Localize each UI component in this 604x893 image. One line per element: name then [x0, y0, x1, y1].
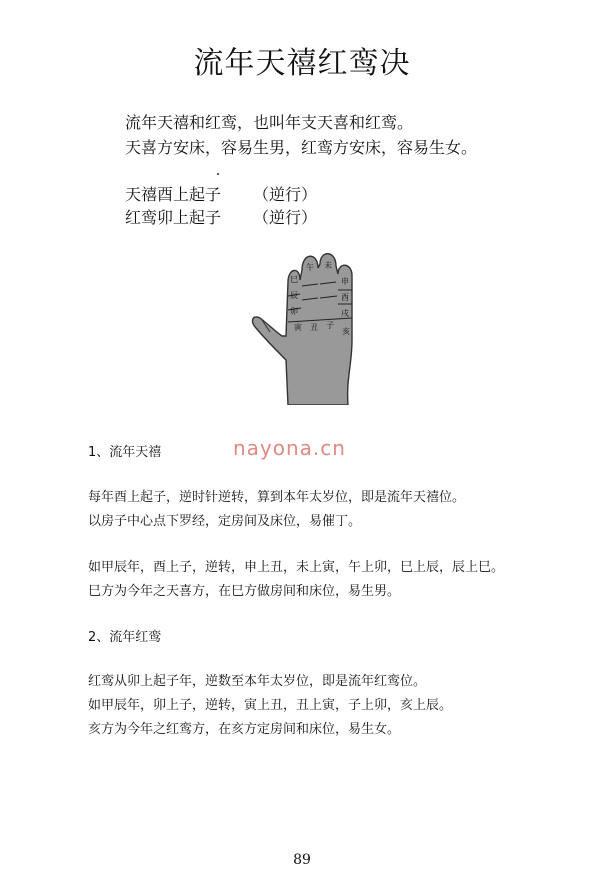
palm-diagram	[248, 240, 368, 405]
intro-line-1: 流年天禧和红鸾，也叫年支天喜和红鸾。	[125, 113, 414, 132]
body-line: 如甲辰年，卯上子，逆转，寅上丑，丑上寅，子上卯，亥上辰。	[88, 698, 453, 713]
page-title: 流年天禧红鸾决	[193, 46, 411, 81]
hand-label-wei: 未	[324, 261, 332, 270]
hand-silhouette	[253, 254, 352, 405]
rule-hongluan	[125, 205, 317, 228]
hand-label-wu: 午	[306, 263, 314, 272]
hand-label-chou: 丑	[310, 323, 318, 332]
rule-tianxi	[125, 182, 317, 205]
body-line: 巳方为今年之天喜方，在巳方做房间和床位，易生男。	[88, 584, 401, 599]
hand-label-you: 酉	[341, 293, 349, 302]
hand-label-hai: 亥	[342, 327, 350, 336]
body-line: 每年酉上起子，逆时针逆转，算到本年太岁位，即是流年天禧位。	[88, 490, 466, 505]
body-line: 如甲辰年，酉上子，逆转，申上丑，未上寅，午上卯，巳上辰，辰上巳。	[88, 560, 505, 575]
body-line: 亥方为今年之红鸾方，在亥方定房间和床位，易生女。	[88, 722, 401, 737]
hand-label-shen: 申	[341, 277, 349, 286]
watermark-text: nayona.cn	[233, 436, 346, 460]
hand-label-zi: 子	[326, 321, 334, 330]
rule-hongluan-text: 红鸾卯上起子	[125, 208, 222, 227]
section-heading-tianxi: 1、流年天禧	[88, 445, 162, 460]
hand-label-chen: 辰	[290, 291, 298, 300]
body-line: 以房子中心点下罗经，定房间及床位，易催丁。	[88, 514, 362, 529]
hand-label-mao: 卯	[290, 307, 298, 316]
speck-mark	[217, 173, 219, 175]
hand-label-yin: 寅	[294, 323, 302, 332]
hand-label-si: 巳	[290, 275, 298, 284]
rule-tianxi-direction: （逆行）	[253, 185, 318, 204]
rule-hongluan-direction: （逆行）	[253, 208, 318, 227]
rule-tianxi-text: 天禧酉上起子	[125, 185, 222, 204]
hand-label-xu: 戌	[341, 309, 349, 318]
intro-line-2: 天喜方安床，容易生男，红鸾方安床，容易生女。	[125, 138, 478, 157]
section-heading-hongluan: 2、流年红鸾	[88, 630, 162, 645]
page-number: 89	[293, 852, 311, 868]
body-line: 红鸾从卯上起子年，逆数至本年太岁位，即是流年红鸾位。	[88, 674, 427, 689]
